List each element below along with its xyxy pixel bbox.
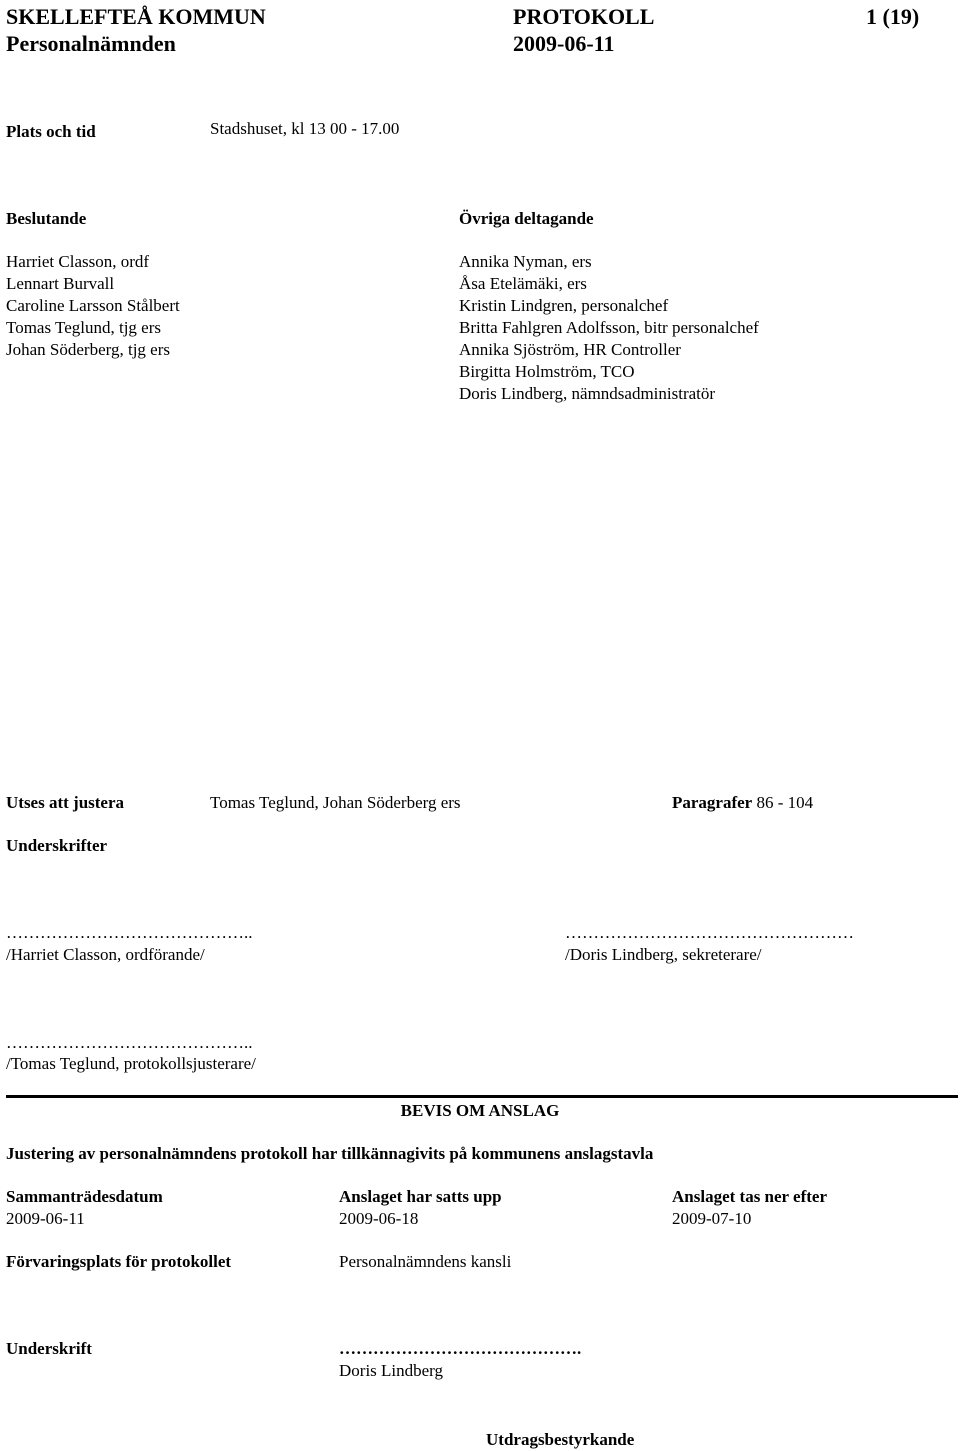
adjuster-name: /Tomas Teglund, protokollsjusterare/ (6, 1054, 256, 1073)
deciding-member: Caroline Larsson Stålbert (6, 296, 180, 315)
storage-label: Förvaringsplats för protokollet (6, 1252, 232, 1271)
signatures-label: Underskrifter (6, 836, 108, 855)
others-label: Övriga deltagande (459, 209, 594, 228)
notice-title: BEVIS OM ANSLAG (400, 1101, 560, 1120)
deciding-label: Beslutande (6, 209, 87, 228)
meeting-date: 2009-06-11 (513, 31, 615, 56)
chair-signature-line: …………………………………….. (6, 923, 253, 942)
signature-line: ……………………………………. (339, 1339, 582, 1358)
organization-name: SKELLEFTEÅ KOMMUN (6, 4, 266, 29)
deciding-member: Lennart Burvall (6, 274, 115, 293)
committee-name: Personalnämnden (6, 31, 176, 56)
other-participant: Annika Sjöström, HR Controller (459, 340, 681, 359)
other-participant: Kristin Lindgren, personalchef (459, 296, 669, 315)
page-number: 1 (19) (866, 4, 920, 29)
deciding-member: Harriet Classon, ordf (6, 252, 150, 271)
other-participant: Britta Fahlgren Adolfsson, bitr personalchef (459, 318, 759, 337)
signature-name: Doris Lindberg (339, 1361, 444, 1380)
place-value: Stadshuset, kl 13 00 - 17.00 (210, 119, 400, 138)
removed-label: Anslaget tas ner efter (672, 1187, 828, 1206)
adjust-label: Utses att justera (6, 793, 125, 812)
storage-value: Personalnämndens kansli (339, 1252, 512, 1271)
removed-date: 2009-07-10 (672, 1209, 752, 1228)
chair-name: /Harriet Classon, ordförande/ (6, 945, 205, 964)
posted-date: 2009-06-18 (339, 1209, 419, 1228)
paragraphs-label: Paragrafer (672, 793, 753, 812)
signature-label: Underskrift (6, 1339, 92, 1358)
secretary-signature-line: …………………………………………… (565, 923, 854, 942)
paragraphs-value: 86 - 104 (756, 793, 814, 812)
place-label: Plats och tid (6, 122, 96, 141)
adjuster-signature-line: …………………………………….. (6, 1033, 253, 1052)
other-participant: Birgitta Holmström, TCO (459, 362, 635, 381)
secretary-name: /Doris Lindberg, sekreterare/ (565, 945, 762, 964)
other-participant: Annika Nyman, ers (459, 252, 592, 271)
paragraphs (672, 792, 813, 814)
section-divider (6, 1095, 958, 1098)
deciding-member: Tomas Teglund, tjg ers (6, 318, 162, 337)
others-list (459, 251, 759, 405)
meeting-date-label: Sammanträdesdatum (6, 1187, 163, 1206)
document-type: PROTOKOLL (513, 4, 655, 29)
meeting-date-value: 2009-06-11 (6, 1209, 85, 1228)
other-participant: Åsa Etelämäki, ers (459, 274, 587, 293)
footer-label: Utdragsbestyrkande (486, 1430, 635, 1449)
posted-label: Anslaget har satts upp (339, 1187, 502, 1206)
adjust-value: Tomas Teglund, Johan Söderberg ers (210, 793, 461, 812)
other-participant: Doris Lindberg, nämndsadministratör (459, 384, 716, 403)
deciding-member: Johan Söderberg, tjg ers (6, 340, 170, 359)
deciding-list (6, 251, 180, 361)
notice-statement: Justering av personalnämndens protokoll har tillkännagivits på kommunens anslagstavla (6, 1144, 654, 1163)
